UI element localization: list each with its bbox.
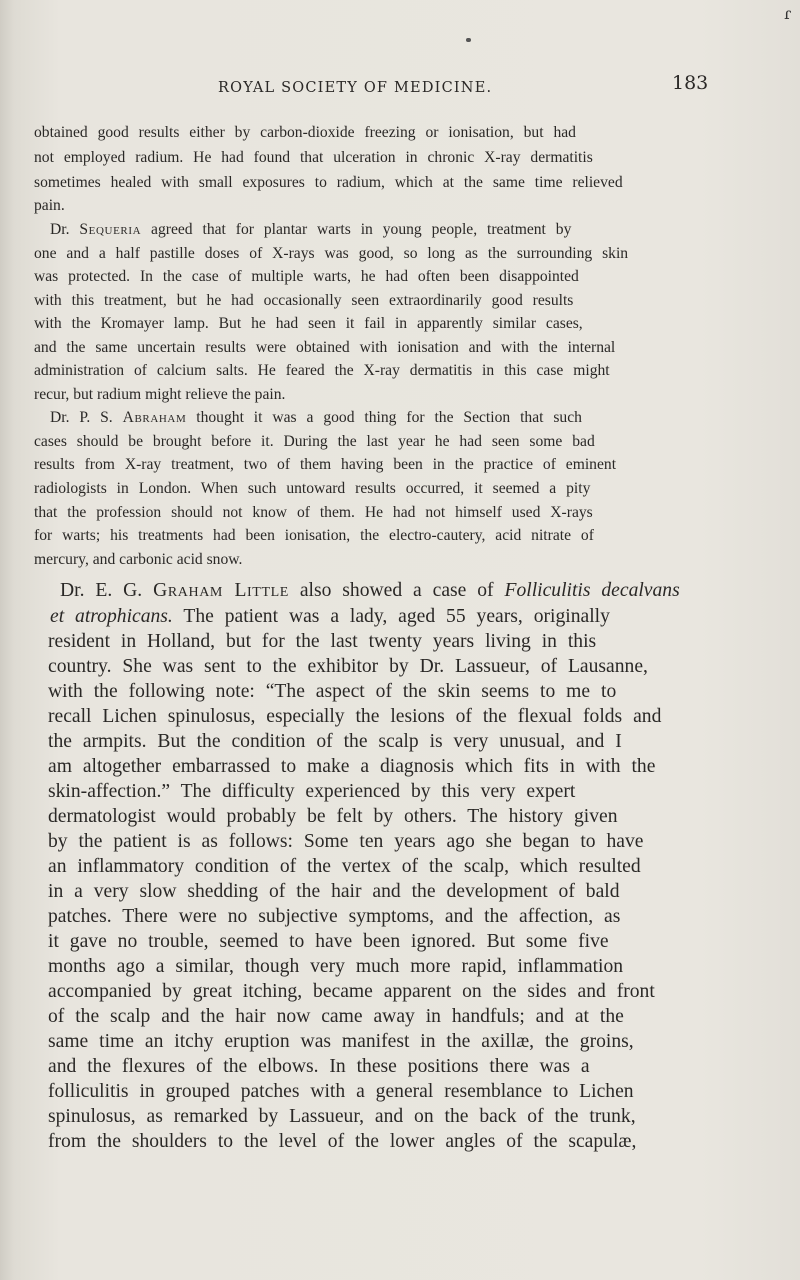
- text-run: am altogether embarrassed to make a diagnosis which fits in with the: [48, 756, 656, 777]
- text-run: recur, but radium might relieve the pain.: [34, 386, 286, 403]
- text-run: administration of calcium salts. He feared the X-ray dermatitis in this case might: [34, 362, 610, 379]
- text-line: [34, 339, 615, 357]
- text-line: [48, 1106, 636, 1128]
- text-line: [34, 174, 623, 192]
- print-speck: [466, 38, 471, 42]
- text-run: an inflammatory condition of the vertex of the scalp, which resulted: [48, 856, 641, 877]
- text-run: with this treatment, but he had occasionally seen extraordinarily good results: [34, 292, 574, 309]
- text-line: [34, 551, 242, 569]
- text-line: [34, 480, 590, 498]
- text-run: with the following note: “The aspect of the skin seems to me to: [48, 681, 617, 702]
- text-line: [48, 906, 620, 928]
- speaker-name: Graham Little: [153, 580, 289, 601]
- text-run: patches. There were no subjective symptoms, and the affection, as: [48, 906, 621, 927]
- text-line: [34, 245, 628, 263]
- text-run: folliculitis in grouped patches with a general resemblance to Lichen: [48, 1081, 634, 1102]
- text-line: [48, 956, 623, 978]
- text-run: from the shoulders to the level of the lower angles of the scapulæ,: [48, 1131, 637, 1152]
- text-run: The patient was a lady, aged 55 years, originally: [172, 606, 610, 627]
- text-run: for warts; his treatments had been ionisation, the electro-cautery, acid nitrate of: [34, 527, 594, 544]
- text-line: [48, 1131, 636, 1153]
- text-line: [34, 124, 576, 142]
- text-line: [48, 831, 643, 853]
- text-line: [50, 409, 582, 427]
- text-line: [48, 981, 655, 1003]
- text-line: [48, 1031, 634, 1053]
- text-run: spinulosus, as remarked by Lassueur, and on the back of the trunk,: [48, 1106, 636, 1127]
- text-line: [48, 1006, 624, 1028]
- text-run: months ago a similar, though very much more rapid, inflammation: [48, 956, 624, 977]
- page-header: [0, 70, 800, 100]
- text-run: Dr. P. S.: [50, 409, 123, 426]
- text-line: [34, 149, 593, 167]
- text-line: [50, 606, 610, 628]
- text-run: by the patient is as follows: Some ten years ago she began to have: [48, 831, 644, 852]
- text-run: and the same uncertain results were obtained with ionisation and with the internal: [34, 339, 616, 356]
- text-line: [34, 292, 573, 310]
- text-run: same time an itchy eruption was manifest in the axillæ, the groins,: [48, 1031, 634, 1052]
- text-run: thought it was a good thing for the Section that such: [186, 409, 582, 426]
- text-line: [34, 433, 595, 451]
- text-line: [34, 197, 65, 215]
- text-run: in a very slow shedding of the hair and the development of bald: [48, 881, 620, 902]
- speaker-name: Sequeria: [79, 221, 142, 238]
- text-run: also showed a case of: [288, 580, 505, 601]
- text-line: [50, 221, 571, 239]
- text-run: it gave no trouble, seemed to have been ignored. But some five: [48, 931, 609, 952]
- text-line: [48, 681, 616, 703]
- text-run: obtained good results either by carbon-dioxide freezing or ionisation, but had: [34, 124, 576, 141]
- text-line: [48, 931, 609, 953]
- text-line: [48, 856, 641, 878]
- text-run: the armpits. But the condition of the scalp is very unusual, and I: [48, 731, 622, 752]
- text-line: [48, 706, 661, 728]
- text-line: [34, 456, 616, 474]
- text-line: [34, 527, 594, 545]
- text-run: pain.: [34, 197, 65, 214]
- text-run: accompanied by great itching, became apparent on the sides and front: [48, 981, 655, 1002]
- text-run: resident in Holland, but for the last twenty years living in this: [48, 631, 597, 652]
- text-line: [48, 656, 648, 678]
- text-line: [34, 504, 593, 522]
- italic-term: Folliculitis decalvans: [504, 580, 680, 601]
- text-line: [48, 1081, 634, 1103]
- text-line: [48, 781, 575, 803]
- text-run: that the profession should not know of them. He had not himself used X-rays: [34, 504, 593, 521]
- italic-term: et atrophicans.: [50, 606, 173, 627]
- running-title: ROYAL SOCIETY OF MEDICINE.: [218, 80, 493, 96]
- text-line: [48, 631, 596, 653]
- text-run: Dr. E. G.: [60, 580, 154, 601]
- text-run: recall Lichen spinulosus, especially the lesions of the flexual folds and: [48, 706, 662, 727]
- text-run: cases should be brought before it. During the last year he had seen some bad: [34, 433, 595, 450]
- text-line: [48, 731, 622, 753]
- text-run: with the Kromayer lamp. But he had seen it fail in apparently similar cases,: [34, 315, 583, 332]
- text-run: skin-affection.” The difficulty experienced by this very expert: [48, 781, 576, 802]
- text-run: not employed radium. He had found that ulceration in chronic X-ray dermatitis: [34, 149, 593, 166]
- text-run: and the flexures of the elbows. In these positions there was a: [48, 1056, 590, 1077]
- text-line: [48, 806, 618, 828]
- text-run: mercury, and carbonic acid snow.: [34, 551, 243, 568]
- text-line: [48, 756, 655, 778]
- text-line: [34, 362, 610, 380]
- text-run: radiologists in London. When such untoward results occurred, it seemed a pity: [34, 480, 591, 497]
- text-line: [34, 268, 579, 286]
- speaker-name: Abraham: [122, 409, 187, 426]
- text-line: [60, 580, 680, 602]
- text-run: agreed that for plantar warts in young people, treatment by: [141, 221, 572, 238]
- text-run: of the scalp and the hair now came away in handfuls; and at the: [48, 1006, 624, 1027]
- corner-mark: ɾ: [784, 4, 792, 23]
- text-run: results from X-ray treatment, two of them having been in the practice of eminent: [34, 456, 617, 473]
- page-number: 183: [672, 72, 709, 94]
- text-run: Dr.: [50, 221, 80, 238]
- text-run: dermatologist would probably be felt by others. The history given: [48, 806, 618, 827]
- text-run: one and a half pastille doses of X-rays was good, so long as the surrounding skin: [34, 245, 629, 262]
- text-line: [48, 881, 620, 903]
- text-run: was protected. In the case of multiple warts, he had often been disappointed: [34, 268, 579, 285]
- text-line: [48, 1056, 590, 1078]
- text-line: [34, 315, 583, 333]
- text-run: country. She was sent to the exhibitor by Dr. Lassueur, of Lausanne,: [48, 656, 648, 677]
- text-line: [34, 386, 285, 404]
- text-run: sometimes healed with small exposures to radium, which at the same time relieved: [34, 174, 623, 191]
